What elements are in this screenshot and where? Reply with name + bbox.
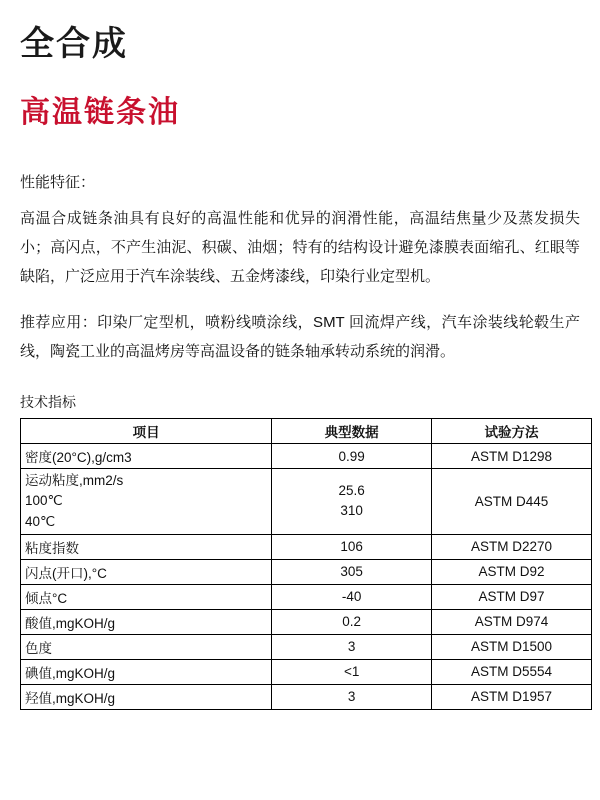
application-paragraph: 推荐应用：印染厂定型机，喷粉线喷涂线，SMT 回流焊产线，汽车涂装线轮毂生产线，陶瓷工业的高温烤房等高温设备的链条轴承转动系统的润滑。 [20,313,580,360]
cell-value-line3: 310 [340,503,363,519]
column-header-value: 典型数据 [272,419,432,444]
table-row [21,584,592,609]
cell-method: ASTM D92 [432,559,592,584]
table-row [21,534,592,559]
cell-value-line2: 25.6 [338,483,365,499]
performance-section-label: 性能特征： [20,173,96,191]
cell-item: 倾点°C [21,584,272,609]
cell-method: ASTM D1298 [432,444,592,469]
cell-method: ASTM D5554 [432,659,592,684]
cell-value: 0.2 [272,609,432,634]
table-row [21,559,592,584]
page-title: 全合成 [20,25,128,63]
column-header-method: 试验方法 [432,419,592,444]
tech-specs-label: 技术指标 [20,394,76,411]
cell-method: ASTM D97 [432,584,592,609]
cell-method: ASTM D2270 [432,534,592,559]
cell-item: 粘度指数 [21,534,272,559]
cell-item-line1: 运动粘度,mm2/s [25,473,124,489]
cell-value: 106 [272,534,432,559]
page-subtitle: 高温链条油 [20,95,180,129]
cell-item: 碘值,mgKOH/g [21,659,272,684]
cell-method: ASTM D445 [432,469,592,535]
cell-method: ASTM D1957 [432,684,592,709]
column-header-item: 项目 [21,419,272,444]
cell-item [21,469,272,535]
performance-paragraph: 高温合成链条油具有良好的高温性能和优异的润滑性能，高温结焦量少及蒸发损失小；高闪点，不产生油泥、积碳、油烟；特有的结构设计避免漆膜表面缩孔、红眼等缺陷，广泛应用于汽车涂装线、五金烤漆线，印染行业定型机。 [20,209,580,286]
cell-value: 3 [272,634,432,659]
cell-method: ASTM D1500 [432,634,592,659]
tech-specs-table [20,418,592,710]
cell-item: 酸值,mgKOH/g [21,609,272,634]
cell-value: <1 [272,659,432,684]
cell-value [272,469,432,535]
table-row [21,684,592,709]
table-row [21,634,592,659]
cell-value: -40 [272,584,432,609]
cell-item-line3: 40℃ [25,513,56,529]
cell-item: 色度 [21,634,272,659]
cell-value: 305 [272,559,432,584]
table-row [21,659,592,684]
cell-item-line2: 100℃ [25,493,63,509]
cell-item: 密度(20°C),g/cm3 [21,444,272,469]
cell-item: 羟值,mgKOH/g [21,684,272,709]
cell-value: 0.99 [272,444,432,469]
table-row [21,609,592,634]
table-row [21,469,592,535]
cell-item: 闪点(开口),°C [21,559,272,584]
table-row [21,444,592,469]
cell-method: ASTM D974 [432,609,592,634]
cell-value: 3 [272,684,432,709]
table-header-row [21,419,592,444]
